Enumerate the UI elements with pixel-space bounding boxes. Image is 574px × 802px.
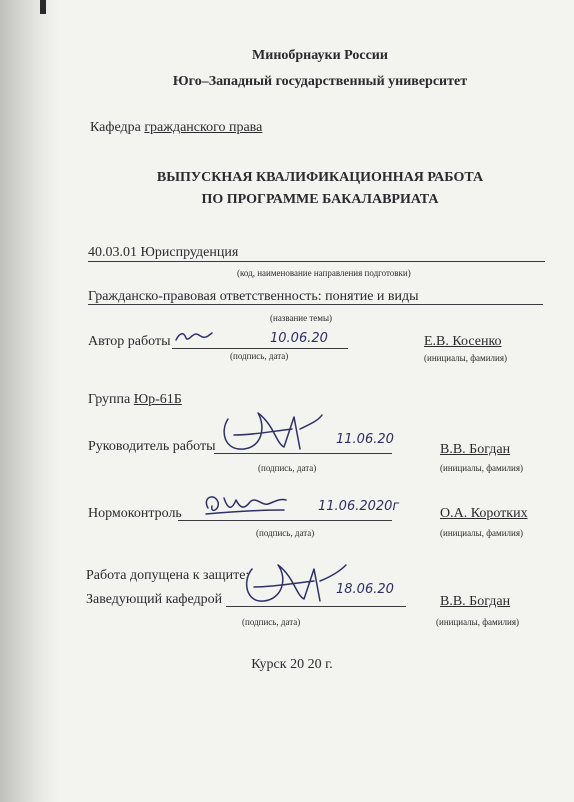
department-prefix: Кафедра [90,120,141,135]
normcontrol-name-caption: (инициалы, фамилия) [440,528,523,538]
author-caption: (подпись, дата) [230,351,289,361]
supervisor-date: 11.06.20 [336,432,394,447]
ministry: Минобрнауки России [252,48,388,63]
group-label: Группа [88,392,131,407]
author-name-caption: (инициалы, фамилия) [424,353,507,363]
normcontrol-signature [198,488,288,522]
department [90,120,262,136]
head-caption: (подпись, дата) [242,617,301,627]
admission: Работа допущена к защите: [86,568,250,583]
title-line-1: ВЫПУСКНАЯ КВАЛИФИКАЦИОННАЯ РАБОТА [156,170,484,185]
direction: 40.03.01 Юриспруденция [88,245,239,260]
topic: Гражданско-правовая ответственность: понятие и виды [88,289,419,304]
supervisor-label: Руководитель работы [88,439,216,454]
author-signature-line [172,348,348,349]
normcontrol-name: О.А. Коротких [440,506,528,521]
head-signature [232,555,352,611]
direction-line [88,261,545,262]
direction-caption: (код, наименование направления подготовки) [237,268,411,278]
author-signature [174,328,214,346]
supervisor-name-caption: (инициалы, фамилия) [440,463,523,473]
group-value: Юр-61Б [133,392,182,407]
head-label: Заведующий кафедрой [86,592,223,607]
normcontrol-date: 11.06.2020г [318,499,400,514]
head-name: В.В. Богдан [440,594,511,609]
head-date: 18.06.20 [336,582,394,597]
normcontrol-caption: (подпись, дата) [256,528,315,538]
footer-city-year: Курск 20 20 г. [251,657,333,672]
group [88,392,182,408]
normcontrol-label: Нормоконтроль [88,506,182,521]
supervisor-caption: (подпись, дата) [258,463,317,473]
topic-caption: (название темы) [270,313,333,323]
supervisor-signature [214,405,324,457]
university: Юго–Западный государственный университет [172,74,468,89]
supervisor-name: В.В. Богдан [440,442,511,457]
title-line-2: ПО ПРОГРАММЕ БАКАЛАВРИАТА [201,192,439,207]
author-label: Автор работы [88,334,171,349]
department-name: гражданского права [144,120,263,135]
topic-line [88,304,543,305]
author-date: 10.06.20 [270,331,328,346]
author-name: Е.В. Косенко [424,334,502,349]
head-name-caption: (инициалы, фамилия) [436,617,519,627]
